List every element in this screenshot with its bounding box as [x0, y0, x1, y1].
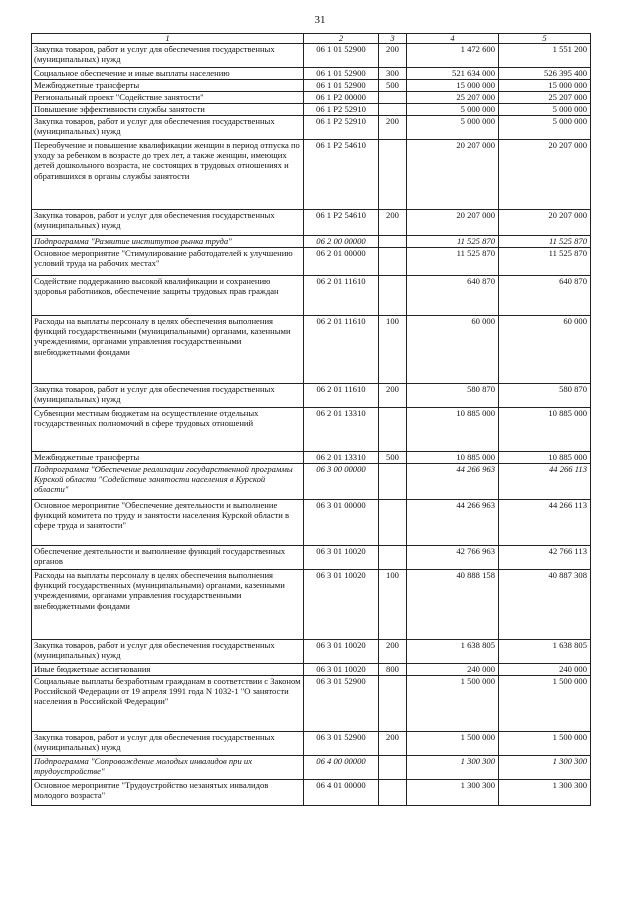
- row-value-col4: 11 525 870: [407, 236, 499, 248]
- row-name-cell: Социальное обеспечение и иные выплаты населению: [32, 68, 304, 80]
- row-name-cell: Основное мероприятие "Трудоустройство незанятых инвалидов молодого возраста": [32, 780, 304, 806]
- row-vr-cell: [379, 140, 407, 210]
- row-value-col5: 15 000 000: [499, 80, 591, 92]
- row-value-col5: 10 885 000: [499, 408, 591, 452]
- table-row: [32, 104, 591, 116]
- column-header: 4: [407, 34, 499, 44]
- row-value-col5: 40 887 308: [499, 570, 591, 640]
- row-code-cell: 06 2 01 00000: [304, 248, 379, 276]
- row-value-col5: 5 000 000: [499, 104, 591, 116]
- row-value-col4: 20 207 000: [407, 140, 499, 210]
- row-value-col5: 11 525 870: [499, 248, 591, 276]
- row-vr-cell: 200: [379, 44, 407, 68]
- table-row: [32, 500, 591, 546]
- row-value-col5: 25 207 000: [499, 92, 591, 104]
- row-value-col5: 1 300 300: [499, 780, 591, 806]
- row-value-col5: 20 207 000: [499, 210, 591, 236]
- table-row: [32, 732, 591, 756]
- row-code-cell: 06 4 01 00000: [304, 780, 379, 806]
- row-vr-cell: [379, 408, 407, 452]
- row-vr-cell: [379, 500, 407, 546]
- row-value-col4: 1 300 300: [407, 780, 499, 806]
- table-row: [32, 248, 591, 276]
- table-row: [32, 640, 591, 664]
- row-name-cell: Иные бюджетные ассигнования: [32, 664, 304, 676]
- row-name-cell: Межбюджетные трансферты: [32, 452, 304, 464]
- row-code-cell: 06 2 01 11610: [304, 276, 379, 316]
- row-name-cell: Повышение эффективности службы занятости: [32, 104, 304, 116]
- table-header-row: [32, 34, 591, 44]
- row-vr-cell: [379, 248, 407, 276]
- row-vr-cell: [379, 104, 407, 116]
- row-code-cell: 06 1 01 52900: [304, 68, 379, 80]
- row-code-cell: 06 2 01 13310: [304, 452, 379, 464]
- row-vr-cell: 300: [379, 68, 407, 80]
- row-vr-cell: 200: [379, 116, 407, 140]
- row-value-col4: 10 885 000: [407, 452, 499, 464]
- row-value-col4: 5 000 000: [407, 116, 499, 140]
- row-value-col4: 20 207 000: [407, 210, 499, 236]
- table-row: [32, 44, 591, 68]
- row-code-cell: 06 3 01 10020: [304, 640, 379, 664]
- row-value-col4: 1 472 600: [407, 44, 499, 68]
- row-name-cell: Закупка товаров, работ и услуг для обеспечения государственных (муниципальных) нужд: [32, 384, 304, 408]
- row-value-col5: 11 525 870: [499, 236, 591, 248]
- row-value-col5: 44 266 113: [499, 500, 591, 546]
- row-name-cell: Закупка товаров, работ и услуг для обеспечения государственных (муниципальных) нужд: [32, 732, 304, 756]
- table-row: [32, 276, 591, 316]
- row-value-col4: 44 266 963: [407, 464, 499, 500]
- row-code-cell: 06 3 01 10020: [304, 546, 379, 570]
- column-header: 3: [379, 34, 407, 44]
- row-code-cell: 06 1 P2 54610: [304, 140, 379, 210]
- row-name-cell: Подпрограмма "Обеспечение реализации государственной программы Курской области "Содействие занятости населения в Курской области": [32, 464, 304, 500]
- row-code-cell: 06 1 P2 54610: [304, 210, 379, 236]
- table-row: [32, 676, 591, 732]
- row-value-col5: 60 000: [499, 316, 591, 384]
- table-row: [32, 116, 591, 140]
- row-code-cell: 06 3 01 00000: [304, 500, 379, 546]
- row-vr-cell: [379, 464, 407, 500]
- row-vr-cell: 100: [379, 570, 407, 640]
- row-value-col5: 42 766 113: [499, 546, 591, 570]
- row-code-cell: 06 3 01 10020: [304, 570, 379, 640]
- row-name-cell: Обеспечение деятельности и выполнение функций государственных органов: [32, 546, 304, 570]
- row-name-cell: Подпрограмма "Сопровождение молодых инвалидов при их трудоустройстве": [32, 756, 304, 780]
- row-vr-cell: 500: [379, 452, 407, 464]
- table-row: [32, 464, 591, 500]
- row-code-cell: 06 3 00 00000: [304, 464, 379, 500]
- row-code-cell: 06 1 P2 00000: [304, 92, 379, 104]
- row-code-cell: 06 2 01 13310: [304, 408, 379, 452]
- column-header: 5: [499, 34, 591, 44]
- table-row: [32, 236, 591, 248]
- row-code-cell: 06 1 P2 52910: [304, 104, 379, 116]
- row-vr-cell: [379, 546, 407, 570]
- row-value-col4: 521 634 000: [407, 68, 499, 80]
- row-value-col4: 10 885 000: [407, 408, 499, 452]
- row-name-cell: Содействие поддержанию высокой квалификации и сохранению здоровья работников, обеспечение защиты трудовых прав граждан: [32, 276, 304, 316]
- row-value-col4: 5 000 000: [407, 104, 499, 116]
- row-code-cell: 06 4 00 00000: [304, 756, 379, 780]
- row-code-cell: 06 1 P2 52910: [304, 116, 379, 140]
- row-value-col5: 1 300 300: [499, 756, 591, 780]
- table-row: [32, 210, 591, 236]
- row-name-cell: Закупка товаров, работ и услуг для обеспечения государственных (муниципальных) нужд: [32, 116, 304, 140]
- row-name-cell: Основное мероприятие "Стимулирование работодателей к улучшению условий труда на рабочих местах": [32, 248, 304, 276]
- row-code-cell: 06 2 01 11610: [304, 384, 379, 408]
- row-name-cell: Расходы на выплаты персоналу в целях обеспечения выполнения функций государственных (муниципальными) органами, казенными учреждениями, органами управления государственными внебюджетными фондами: [32, 570, 304, 640]
- row-name-cell: Межбюджетные трансферты: [32, 80, 304, 92]
- row-value-col4: 1 300 300: [407, 756, 499, 780]
- row-value-col5: 526 395 400: [499, 68, 591, 80]
- row-vr-cell: [379, 276, 407, 316]
- table-row: [32, 316, 591, 384]
- table-row: [32, 92, 591, 104]
- row-name-cell: Расходы на выплаты персоналу в целях обеспечения выполнения функций государственными (муниципальными) органами, казенными учреждениями, органами управления государственными внебюджетными фондами: [32, 316, 304, 384]
- row-code-cell: 06 3 01 10020: [304, 664, 379, 676]
- row-value-col5: 580 870: [499, 384, 591, 408]
- row-vr-cell: [379, 236, 407, 248]
- row-name-cell: Субвенции местным бюджетам на осуществление отдельных государственных полномочий в сфере трудовых отношений: [32, 408, 304, 452]
- row-vr-cell: 800: [379, 664, 407, 676]
- table-row: [32, 408, 591, 452]
- row-value-col4: 640 870: [407, 276, 499, 316]
- row-value-col5: 1 500 000: [499, 676, 591, 732]
- row-code-cell: 06 1 01 52900: [304, 80, 379, 92]
- row-code-cell: 06 3 01 52900: [304, 732, 379, 756]
- table-row: [32, 68, 591, 80]
- row-value-col5: 1 638 805: [499, 640, 591, 664]
- table-row: [32, 384, 591, 408]
- row-value-col4: 1 500 000: [407, 732, 499, 756]
- row-vr-cell: 200: [379, 210, 407, 236]
- row-name-cell: Социальные выплаты безработным гражданам в соответствии с Законом Российской Федерации от 19 апреля 1991 года N 1032-1 "О занятости населения в Российской Федерации": [32, 676, 304, 732]
- row-vr-cell: [379, 780, 407, 806]
- row-value-col5: 10 885 000: [499, 452, 591, 464]
- row-name-cell: Закупка товаров, работ и услуг для обеспечения государственных (муниципальных) нужд: [32, 640, 304, 664]
- row-name-cell: Переобучение и повышение квалификации женщин в период отпуска по уходу за ребенком в возрасте до трех лет, а также женщин, имеющих детей дошкольного возраста, не состоящих в трудовых отношениях и обратившихся в органы службы занятости: [32, 140, 304, 210]
- table-row: [32, 780, 591, 806]
- row-vr-cell: 200: [379, 732, 407, 756]
- row-vr-cell: 100: [379, 316, 407, 384]
- table-row: [32, 546, 591, 570]
- table-row: [32, 570, 591, 640]
- row-value-col5: 44 266 113: [499, 464, 591, 500]
- row-value-col4: 240 000: [407, 664, 499, 676]
- budget-table: [31, 33, 591, 806]
- row-value-col5: 20 207 000: [499, 140, 591, 210]
- row-vr-cell: 200: [379, 640, 407, 664]
- row-vr-cell: 500: [379, 80, 407, 92]
- row-value-col5: 1 500 000: [499, 732, 591, 756]
- row-value-col4: 1 638 805: [407, 640, 499, 664]
- row-vr-cell: [379, 676, 407, 732]
- row-value-col4: 25 207 000: [407, 92, 499, 104]
- row-vr-cell: [379, 92, 407, 104]
- row-value-col5: 240 000: [499, 664, 591, 676]
- row-name-cell: Региональный проект "Содействие занятости": [32, 92, 304, 104]
- row-code-cell: 06 2 01 11610: [304, 316, 379, 384]
- row-name-cell: Закупка товаров, работ и услуг для обеспечения государственных (муниципальных) нужд: [32, 44, 304, 68]
- table-row: [32, 664, 591, 676]
- row-value-col4: 60 000: [407, 316, 499, 384]
- row-value-col5: 1 551 200: [499, 44, 591, 68]
- table-row: [32, 140, 591, 210]
- row-value-col4: 11 525 870: [407, 248, 499, 276]
- row-value-col4: 1 500 000: [407, 676, 499, 732]
- row-value-col4: 15 000 000: [407, 80, 499, 92]
- column-header: 1: [32, 34, 304, 44]
- row-vr-cell: 200: [379, 384, 407, 408]
- row-code-cell: 06 2 00 00000: [304, 236, 379, 248]
- row-code-cell: 06 1 01 52900: [304, 44, 379, 68]
- table-row: [32, 452, 591, 464]
- row-vr-cell: [379, 756, 407, 780]
- row-value-col4: 44 266 963: [407, 500, 499, 546]
- row-code-cell: 06 3 01 52900: [304, 676, 379, 732]
- row-name-cell: Основное мероприятие "Обеспечение деятельности и выполнение функций комитета по труду и занятости населения Курской области в сфере труда и занятости": [32, 500, 304, 546]
- row-value-col4: 580 870: [407, 384, 499, 408]
- row-name-cell: Закупка товаров, работ и услуг для обеспечения государственных (муниципальных) нужд: [32, 210, 304, 236]
- row-value-col4: 42 766 963: [407, 546, 499, 570]
- page-number: 31: [314, 14, 326, 26]
- row-value-col4: 40 888 158: [407, 570, 499, 640]
- row-value-col5: 640 870: [499, 276, 591, 316]
- column-header: 2: [304, 34, 379, 44]
- table-row: [32, 80, 591, 92]
- row-value-col5: 5 000 000: [499, 116, 591, 140]
- row-name-cell: Подпрограмма "Развитие институтов рынка труда": [32, 236, 304, 248]
- table-row: [32, 756, 591, 780]
